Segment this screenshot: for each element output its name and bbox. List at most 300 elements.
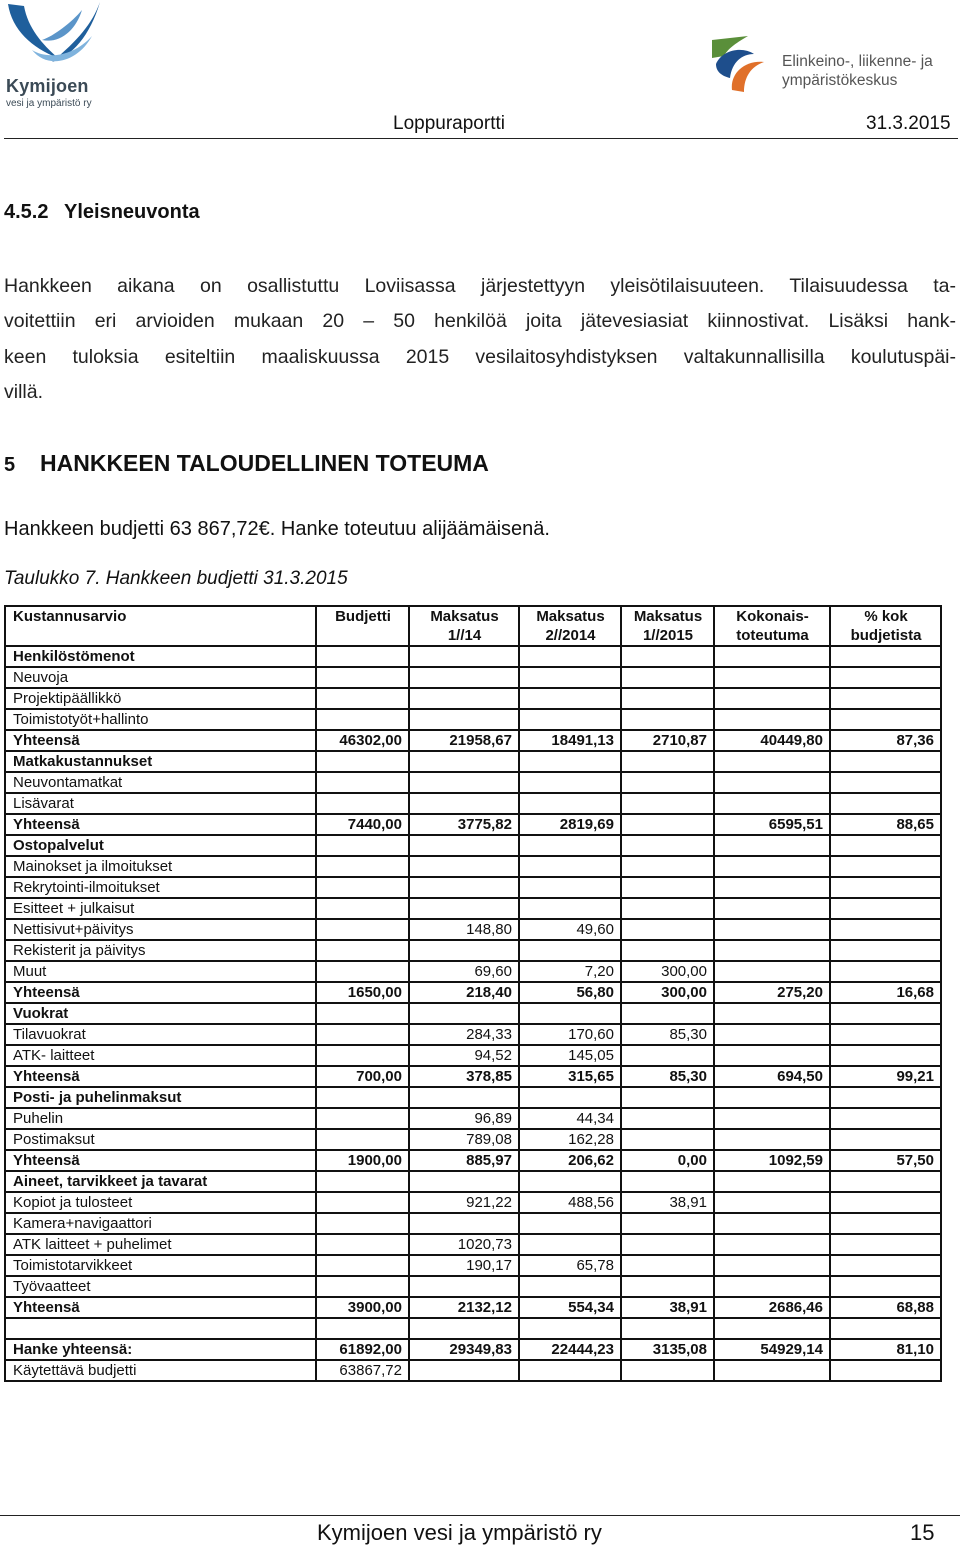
value-cell: [830, 961, 941, 982]
value-cell: [714, 1045, 830, 1066]
value-cell: 148,80: [409, 919, 519, 940]
value-cell: 315,65: [519, 1066, 621, 1087]
value-cell: [621, 1213, 714, 1234]
table-row: [5, 730, 941, 751]
value-cell: [316, 856, 409, 877]
row-label-cell: Työvaatteet: [5, 1276, 316, 1297]
value-cell: [621, 898, 714, 919]
value-cell: [830, 1171, 941, 1192]
value-cell: [621, 1108, 714, 1129]
value-cell: 81,10: [830, 1339, 941, 1360]
paragraph-line: voitettiin eri arvioiden mukaan 20 – 50 henkilöä joita jätevesiasiat kiinnostivat. Lisäksi hank-: [4, 310, 956, 333]
value-cell: [621, 1171, 714, 1192]
table-row: [5, 1066, 941, 1087]
value-cell: [409, 856, 519, 877]
value-cell: [830, 1318, 941, 1339]
value-cell: [621, 877, 714, 898]
value-cell: 69,60: [409, 961, 519, 982]
value-cell: [316, 667, 409, 688]
value-cell: 789,08: [409, 1129, 519, 1150]
row-label-cell: Ostopalvelut: [5, 835, 316, 856]
logo-right-text: Elinkeino-, liikenne- ja ympäristökeskus: [782, 53, 933, 89]
value-cell: [830, 646, 941, 667]
value-cell: [316, 961, 409, 982]
value-cell: [621, 940, 714, 961]
table-row: [5, 709, 941, 730]
value-cell: [714, 667, 830, 688]
value-cell: [714, 1192, 830, 1213]
value-cell: [621, 835, 714, 856]
value-cell: [830, 751, 941, 772]
row-label-cell: Yhteensä: [5, 1066, 316, 1087]
table-row: [5, 1297, 941, 1318]
value-cell: 22444,23: [519, 1339, 621, 1360]
value-cell: [519, 667, 621, 688]
header-cell: Maksatus: [409, 606, 519, 626]
value-cell: [409, 646, 519, 667]
value-cell: 1900,00: [316, 1150, 409, 1171]
value-cell: 275,20: [714, 982, 830, 1003]
value-cell: [714, 772, 830, 793]
row-label-cell: Yhteensä: [5, 814, 316, 835]
value-cell: [714, 961, 830, 982]
row-label-cell: Rekrytointi-ilmoitukset: [5, 877, 316, 898]
paragraph-line: Hankkeen aikana on osallistuttu Loviisassa järjestettyyn yleisötilaisuuteen. Tilaisuudessa ta-: [4, 275, 956, 297]
value-cell: [714, 1087, 830, 1108]
value-cell: [830, 1003, 941, 1024]
value-cell: [519, 751, 621, 772]
row-label-cell: Neuvoja: [5, 667, 316, 688]
table-row: [5, 1255, 941, 1276]
value-cell: [714, 1024, 830, 1045]
value-cell: [714, 1360, 830, 1381]
kymijoen-wave-icon: [2, 0, 112, 80]
value-cell: [621, 1129, 714, 1150]
value-cell: [621, 688, 714, 709]
header-cell: Maksatus: [519, 606, 621, 626]
value-cell: [830, 856, 941, 877]
value-cell: 190,17: [409, 1255, 519, 1276]
value-cell: [409, 1213, 519, 1234]
value-cell: [409, 667, 519, 688]
paragraph: [4, 269, 956, 410]
value-cell: [621, 814, 714, 835]
value-cell: 38,91: [621, 1192, 714, 1213]
value-cell: [409, 751, 519, 772]
value-cell: 3775,82: [409, 814, 519, 835]
value-cell: [621, 1318, 714, 1339]
value-cell: [316, 1255, 409, 1276]
value-cell: [316, 772, 409, 793]
table-row: [5, 1024, 941, 1045]
value-cell: [519, 1087, 621, 1108]
section-heading-5: [4, 450, 489, 477]
row-label-cell: Yhteensä: [5, 730, 316, 751]
value-cell: [714, 646, 830, 667]
table-row: [5, 1234, 941, 1255]
value-cell: [519, 1234, 621, 1255]
table-row: [5, 961, 941, 982]
value-cell: 554,34: [519, 1297, 621, 1318]
value-cell: 96,89: [409, 1108, 519, 1129]
value-cell: [830, 1360, 941, 1381]
value-cell: 56,80: [519, 982, 621, 1003]
value-cell: [621, 709, 714, 730]
table-row: [5, 1213, 941, 1234]
value-cell: 1650,00: [316, 982, 409, 1003]
value-cell: [714, 1213, 830, 1234]
value-cell: [519, 1276, 621, 1297]
row-label-cell: Kopiot ja tulosteet: [5, 1192, 316, 1213]
value-cell: [316, 1024, 409, 1045]
value-cell: [316, 751, 409, 772]
row-label-cell: Toimistotarvikkeet: [5, 1255, 316, 1276]
value-cell: 3135,08: [621, 1339, 714, 1360]
value-cell: [519, 856, 621, 877]
table-row: [5, 1108, 941, 1129]
header-cell: toteutuma: [714, 626, 830, 646]
value-cell: 99,21: [830, 1066, 941, 1087]
value-cell: [409, 772, 519, 793]
value-cell: [621, 667, 714, 688]
value-cell: 46302,00: [316, 730, 409, 751]
section-heading-452: [4, 201, 200, 224]
table-row: [5, 1003, 941, 1024]
value-cell: 145,05: [519, 1045, 621, 1066]
value-cell: [409, 709, 519, 730]
value-cell: [714, 688, 830, 709]
value-cell: [409, 1276, 519, 1297]
header-cell: 1//14: [409, 626, 519, 646]
header-cell: % kok: [830, 606, 941, 626]
value-cell: [519, 940, 621, 961]
value-cell: [519, 877, 621, 898]
row-label-cell: Toimistotyöt+hallinto: [5, 709, 316, 730]
value-cell: 284,33: [409, 1024, 519, 1045]
value-cell: 65,78: [519, 1255, 621, 1276]
value-cell: [519, 709, 621, 730]
value-cell: [621, 856, 714, 877]
value-cell: [316, 688, 409, 709]
value-cell: 700,00: [316, 1066, 409, 1087]
value-cell: [316, 1276, 409, 1297]
table-row: [5, 688, 941, 709]
value-cell: 921,22: [409, 1192, 519, 1213]
header-cell: 1//2015: [621, 626, 714, 646]
value-cell: [519, 898, 621, 919]
value-cell: [621, 919, 714, 940]
value-cell: [830, 835, 941, 856]
value-cell: [830, 1108, 941, 1129]
row-label-cell: Henkilöstömenot: [5, 646, 316, 667]
value-cell: [519, 1003, 621, 1024]
value-cell: [409, 1360, 519, 1381]
table-row: [5, 772, 941, 793]
header-cell: [316, 626, 409, 646]
header-cell: Maksatus: [621, 606, 714, 626]
section-title: HANKKEEN TALOUDELLINEN TOTEUMA: [40, 450, 489, 476]
table-row: [5, 793, 941, 814]
value-cell: [714, 835, 830, 856]
row-label-cell: Puhelin: [5, 1108, 316, 1129]
value-cell: 3900,00: [316, 1297, 409, 1318]
ely-logo: [708, 30, 958, 100]
value-cell: [830, 688, 941, 709]
value-cell: [621, 751, 714, 772]
table-row: [5, 898, 941, 919]
value-cell: 38,91: [621, 1297, 714, 1318]
value-cell: [830, 793, 941, 814]
value-cell: 63867,72: [316, 1360, 409, 1381]
value-cell: 85,30: [621, 1066, 714, 1087]
value-cell: [316, 1003, 409, 1024]
row-label-cell: Nettisivut+päivitys: [5, 919, 316, 940]
value-cell: [830, 1087, 941, 1108]
value-cell: [621, 772, 714, 793]
value-cell: 885,97: [409, 1150, 519, 1171]
value-cell: [830, 1024, 941, 1045]
value-cell: 0,00: [621, 1150, 714, 1171]
value-cell: 94,52: [409, 1045, 519, 1066]
value-cell: [714, 1234, 830, 1255]
value-cell: 40449,80: [714, 730, 830, 751]
value-cell: [316, 793, 409, 814]
table-row: [5, 1360, 941, 1381]
row-label-cell: [5, 1318, 316, 1339]
value-cell: [519, 646, 621, 667]
table-row: [5, 1318, 941, 1339]
value-cell: [830, 1255, 941, 1276]
value-cell: [830, 667, 941, 688]
section-title: Yleisneuvonta: [64, 201, 200, 223]
value-cell: [621, 1087, 714, 1108]
value-cell: [316, 1318, 409, 1339]
table-row: [5, 835, 941, 856]
table-row: [5, 1339, 941, 1360]
value-cell: [519, 772, 621, 793]
value-cell: [830, 1234, 941, 1255]
table-row: [5, 940, 941, 961]
value-cell: [621, 1234, 714, 1255]
header-cell: Kustannusarvio: [5, 606, 316, 626]
value-cell: [830, 940, 941, 961]
value-cell: 29349,83: [409, 1339, 519, 1360]
value-cell: 694,50: [714, 1066, 830, 1087]
row-label-cell: Mainokset ja ilmoitukset: [5, 856, 316, 877]
value-cell: [316, 1129, 409, 1150]
value-cell: 2132,12: [409, 1297, 519, 1318]
value-cell: [714, 856, 830, 877]
value-cell: 88,65: [830, 814, 941, 835]
value-cell: [830, 898, 941, 919]
value-cell: [316, 1213, 409, 1234]
value-cell: [316, 1171, 409, 1192]
value-cell: [519, 688, 621, 709]
logo-left-name: Kymijoen: [6, 76, 89, 96]
value-cell: 85,30: [621, 1024, 714, 1045]
value-cell: [316, 1192, 409, 1213]
value-cell: 300,00: [621, 982, 714, 1003]
value-cell: [714, 1255, 830, 1276]
row-label-cell: Posti- ja puhelinmaksut: [5, 1087, 316, 1108]
value-cell: 16,68: [830, 982, 941, 1003]
value-cell: 1092,59: [714, 1150, 830, 1171]
table-row: [5, 1171, 941, 1192]
ely-emblem-icon: [708, 30, 776, 98]
value-cell: [830, 1213, 941, 1234]
section-number: 5: [4, 454, 16, 476]
value-cell: [714, 793, 830, 814]
paragraph-line: villä.: [4, 380, 44, 403]
value-cell: [409, 835, 519, 856]
header-cell: Budjetti: [316, 606, 409, 626]
table-row: [5, 1087, 941, 1108]
value-cell: [714, 1108, 830, 1129]
value-cell: [621, 1045, 714, 1066]
row-label-cell: Postimaksut: [5, 1129, 316, 1150]
value-cell: [519, 1360, 621, 1381]
value-cell: [714, 1276, 830, 1297]
kymijoen-logo: [2, 0, 112, 112]
value-cell: [409, 877, 519, 898]
value-cell: [621, 1003, 714, 1024]
value-cell: [714, 751, 830, 772]
value-cell: [830, 709, 941, 730]
value-cell: [714, 1171, 830, 1192]
table-header-row: [5, 606, 941, 626]
paragraph-line: keen tuloksia esiteltiin maaliskuussa 2015 vesilaitosyhdistyksen valtakunnallisilla koulutuspäi-: [4, 345, 956, 368]
value-cell: [316, 1045, 409, 1066]
header-cell: Kokonais-: [714, 606, 830, 626]
value-cell: [830, 1192, 941, 1213]
value-cell: [519, 1213, 621, 1234]
value-cell: [409, 688, 519, 709]
header-cell: budjetista: [830, 626, 941, 646]
table-row: [5, 751, 941, 772]
value-cell: 49,60: [519, 919, 621, 940]
value-cell: 6595,51: [714, 814, 830, 835]
row-label-cell: ATK- laitteet: [5, 1045, 316, 1066]
table-row: [5, 814, 941, 835]
value-cell: [409, 940, 519, 961]
page-number: 15: [910, 1520, 935, 1545]
value-cell: [409, 1087, 519, 1108]
value-cell: 44,34: [519, 1108, 621, 1129]
value-cell: [621, 1360, 714, 1381]
value-cell: [714, 877, 830, 898]
value-cell: [830, 919, 941, 940]
value-cell: [830, 1276, 941, 1297]
table-row: [5, 646, 941, 667]
row-label-cell: Matkakustannukset: [5, 751, 316, 772]
value-cell: 57,50: [830, 1150, 941, 1171]
header-date: 31.3.2015: [866, 113, 951, 134]
value-cell: [714, 1318, 830, 1339]
table-row: [5, 1045, 941, 1066]
value-cell: [519, 1318, 621, 1339]
value-cell: [316, 1087, 409, 1108]
table-row: [5, 982, 941, 1003]
row-label-cell: Yhteensä: [5, 1297, 316, 1318]
footer-org: Kymijoen vesi ja ympäristö ry: [317, 1520, 602, 1545]
table-row: [5, 856, 941, 877]
value-cell: 68,88: [830, 1297, 941, 1318]
value-cell: [830, 877, 941, 898]
row-label-cell: Yhteensä: [5, 982, 316, 1003]
value-cell: 206,62: [519, 1150, 621, 1171]
value-cell: [316, 1234, 409, 1255]
value-cell: [519, 793, 621, 814]
value-cell: 61892,00: [316, 1339, 409, 1360]
value-cell: [714, 940, 830, 961]
value-cell: 87,36: [830, 730, 941, 751]
value-cell: [621, 1276, 714, 1297]
value-cell: [714, 1129, 830, 1150]
header-title: Loppuraportti: [393, 113, 505, 134]
table-row: [5, 667, 941, 688]
value-cell: 7440,00: [316, 814, 409, 835]
row-label-cell: Vuokrat: [5, 1003, 316, 1024]
value-cell: [714, 709, 830, 730]
logo-left-subtitle: vesi ja ympäristö ry: [6, 98, 92, 109]
table-row: [5, 1276, 941, 1297]
value-cell: 488,56: [519, 1192, 621, 1213]
value-cell: [830, 1045, 941, 1066]
table-caption: Taulukko 7. Hankkeen budjetti 31.3.2015: [4, 568, 348, 589]
value-cell: 1020,73: [409, 1234, 519, 1255]
row-label-cell: Projektipäällikkö: [5, 688, 316, 709]
value-cell: 2710,87: [621, 730, 714, 751]
value-cell: 378,85: [409, 1066, 519, 1087]
value-cell: [316, 919, 409, 940]
value-cell: 170,60: [519, 1024, 621, 1045]
value-cell: [621, 793, 714, 814]
row-label-cell: Tilavuokrat: [5, 1024, 316, 1045]
value-cell: [714, 919, 830, 940]
table-row: [5, 1192, 941, 1213]
value-cell: [409, 1171, 519, 1192]
value-cell: [316, 835, 409, 856]
value-cell: 18491,13: [519, 730, 621, 751]
value-cell: [409, 1318, 519, 1339]
value-cell: [316, 940, 409, 961]
value-cell: 21958,67: [409, 730, 519, 751]
row-label-cell: Kamera+navigaattori: [5, 1213, 316, 1234]
value-cell: [316, 877, 409, 898]
budget-table: [4, 605, 942, 1382]
row-label-cell: Käytettävä budjetti: [5, 1360, 316, 1381]
value-cell: 54929,14: [714, 1339, 830, 1360]
section-number: 4.5.2: [4, 201, 49, 223]
value-cell: 2819,69: [519, 814, 621, 835]
budget-text: Hankkeen budjetti 63 867,72€. Hanke toteutuu alijäämäisenä.: [4, 518, 550, 540]
header-cell: [5, 626, 316, 646]
value-cell: 218,40: [409, 982, 519, 1003]
value-cell: [714, 898, 830, 919]
row-label-cell: Rekisterit ja päivitys: [5, 940, 316, 961]
value-cell: [830, 1129, 941, 1150]
header-cell: 2//2014: [519, 626, 621, 646]
value-cell: 162,28: [519, 1129, 621, 1150]
value-cell: 300,00: [621, 961, 714, 982]
table-header-row: [5, 626, 941, 646]
value-cell: [316, 1108, 409, 1129]
value-cell: [409, 1003, 519, 1024]
value-cell: [409, 793, 519, 814]
footer-divider: [0, 1515, 960, 1516]
value-cell: [316, 709, 409, 730]
value-cell: [519, 835, 621, 856]
